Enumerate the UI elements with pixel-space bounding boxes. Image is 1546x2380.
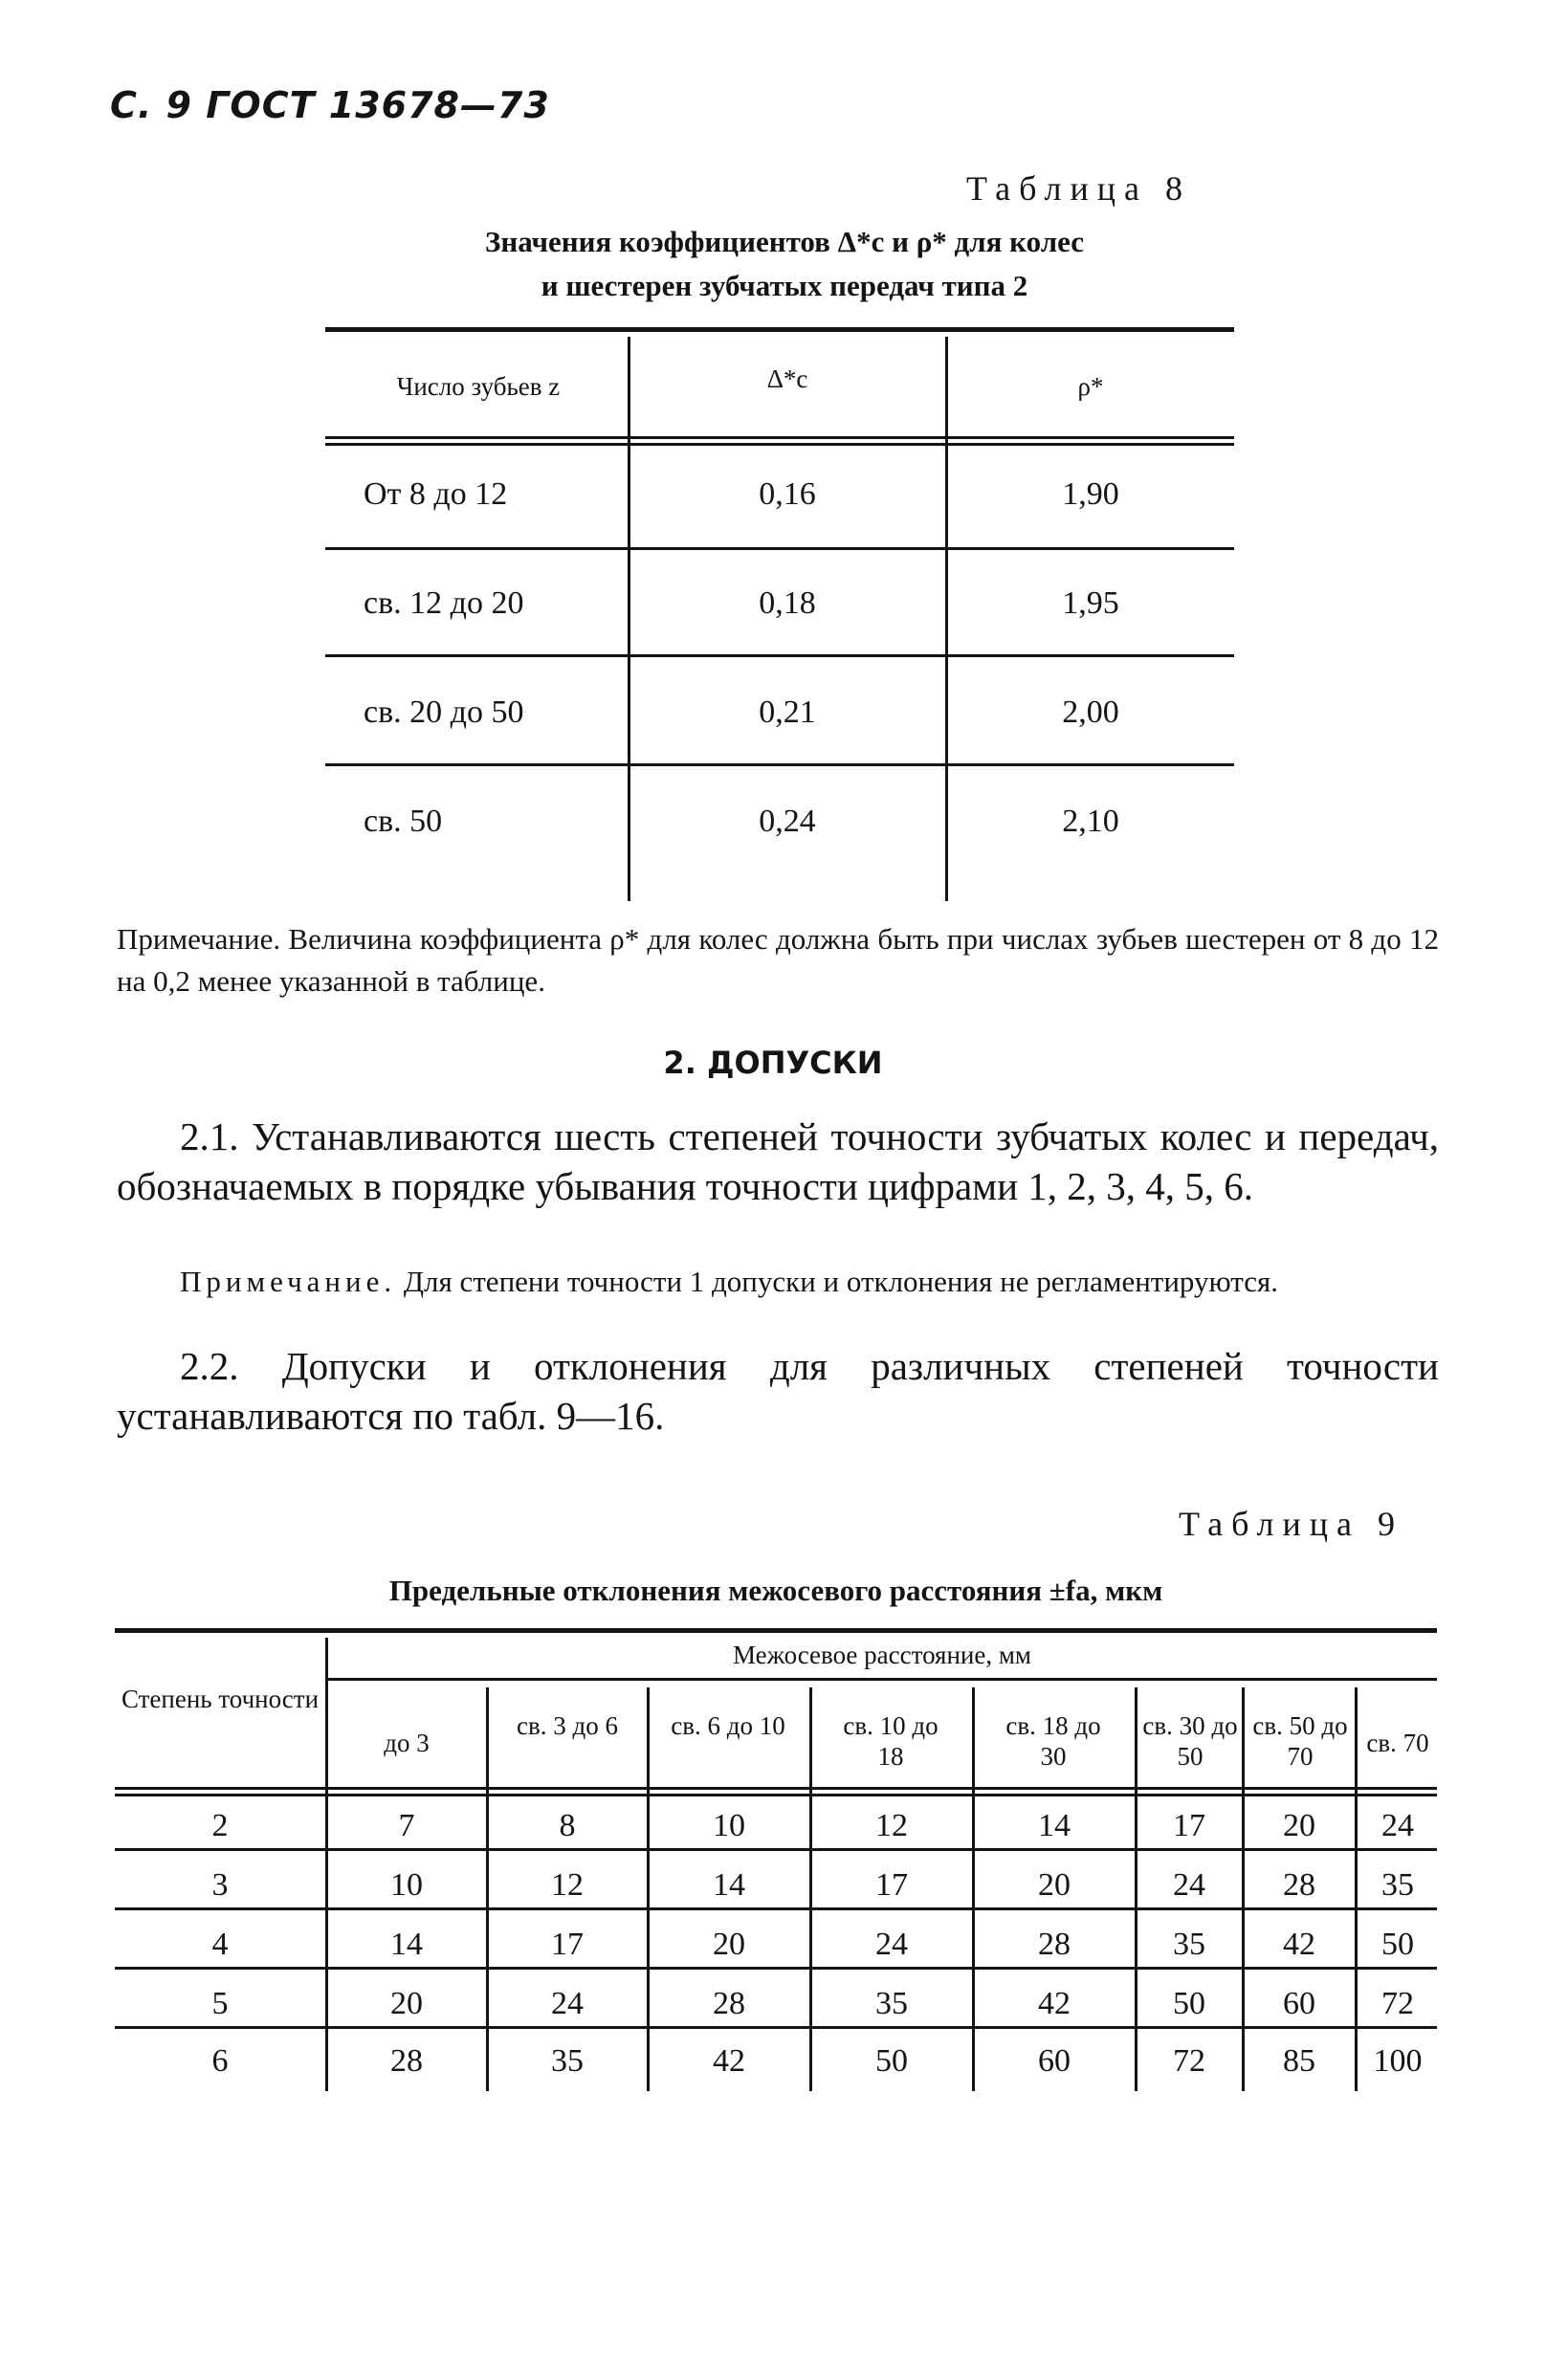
table9-cell: 50 (1381, 1927, 1414, 1962)
table9-row-rule (115, 1907, 1437, 1910)
table9-cell: 12 (551, 1867, 584, 1903)
table9-header-rule (115, 1787, 1437, 1796)
table9-cell: 12 (875, 1808, 908, 1843)
table9-cell: 28 (713, 1986, 745, 2021)
note-text: Для степени точности 1 допуски и отклонения не регламентируются. (403, 1265, 1278, 1298)
table9-cell: 28 (390, 2043, 423, 2079)
table9-grade: 5 (211, 1986, 229, 2021)
table9-cell: 14 (390, 1927, 423, 1962)
table9-cell: 14 (713, 1867, 745, 1903)
table9-cell: 20 (390, 1986, 423, 2021)
table9-col-divider (647, 1687, 650, 2091)
table8-label: Таблица 8 (966, 169, 1191, 208)
paragraph-2-1: 2.1. Устанавливаются шесть степеней точности зубчатых колес и передач, обозначаемых в порядке убывания точности цифрами 1, 2, 3, 4, 5, 6. (117, 1114, 1439, 1208)
table9-col-divider (809, 1687, 812, 2091)
table9-cell: 50 (1173, 1986, 1205, 2021)
table8-cell: 2,00 (1062, 694, 1119, 730)
table8-col-teeth: Число зубьев z (396, 372, 561, 401)
table9-grade: 6 (211, 2043, 229, 2079)
table8-row-rule (325, 547, 1234, 550)
table9-col-header: св. 6 до 10 (671, 1711, 785, 1740)
table9-cell: 17 (1173, 1808, 1205, 1843)
table9-cell: 24 (1173, 1867, 1205, 1903)
table9-col-divider (486, 1687, 489, 2091)
table9-cell: 35 (1381, 1867, 1414, 1903)
table9-col-header: св. 70 (1366, 1729, 1429, 1757)
table8-note: Примечание. Величина коэффициента ρ* для колес должна быть при числах зубьев шестерен от 8 до 12 на 0,2 менее указанной в таблице. (117, 922, 1439, 998)
section-title: 2. ДОПУСКИ (663, 1045, 883, 1081)
table9-cell: 28 (1283, 1867, 1315, 1903)
table9-grade: 4 (211, 1927, 229, 1962)
table9-cell: 24 (551, 1986, 584, 2021)
table9-cell: 24 (1381, 1808, 1414, 1843)
table9-grade: 3 (211, 1867, 229, 1903)
table9-cell: 60 (1038, 2043, 1071, 2079)
table9-col-header: св. 18 до 30 (1005, 1711, 1101, 1771)
table8-row-rule (325, 763, 1234, 766)
table8-header-rule (325, 436, 1234, 446)
table9-cell: 10 (713, 1808, 745, 1843)
table9-caption: Предельные отклонения межосевого расстояния ±fa, мкм (388, 1574, 1163, 1607)
table9-cell: 24 (875, 1927, 908, 1962)
table9-row-rule (115, 1848, 1437, 1851)
table8-cell: 0,16 (759, 476, 816, 512)
table9-cell: 14 (1038, 1808, 1071, 1843)
table9-cell: 35 (875, 1986, 908, 2021)
table9-cell: 10 (390, 1867, 423, 1903)
table8-caption (325, 220, 1244, 308)
table9-cell: 20 (1038, 1867, 1071, 1903)
table9-cell: 85 (1283, 2043, 1315, 2079)
table9-col-divider (325, 1638, 328, 2091)
table8-cell: св. 12 до 20 (364, 585, 524, 621)
table8-top-rule (325, 327, 1234, 332)
table9-cell: 60 (1283, 1986, 1315, 2021)
table8-col-rho: ρ* (1077, 372, 1104, 401)
table9-col-divider (972, 1687, 975, 2091)
table9-cell: 35 (551, 2043, 584, 2079)
table9-cell: 8 (559, 1808, 576, 1843)
note-lead: Примечание. (180, 1265, 397, 1298)
table9-col-header: св. 3 до 6 (517, 1711, 618, 1740)
table8-cell: 2,10 (1062, 804, 1119, 839)
table9-cell: 50 (875, 2043, 908, 2079)
table9-col-header: св. 10 до 18 (843, 1711, 939, 1771)
table9-label: Таблица 9 (1179, 1505, 1403, 1543)
table9-cell: 42 (1283, 1927, 1315, 1962)
paragraph-2-2: 2.2. Допуски и отклонения для различных степеней точности устанавливаются по табл. 9—16. (117, 1344, 1439, 1438)
table9-cell: 17 (875, 1867, 908, 1903)
table9-top-rule (115, 1628, 1437, 1633)
table8-cell: 1,95 (1062, 585, 1119, 621)
table9-col-header: св. 50 до 70 (1252, 1711, 1348, 1771)
table9-cell: 100 (1373, 2043, 1423, 2079)
table8-col-divider (945, 337, 948, 901)
table8-cell: св. 50 (364, 804, 443, 839)
table8-cell: 0,24 (759, 804, 816, 839)
table8-caption-line1: Значения коэффициентов Δ*c и ρ* для колес (485, 225, 1084, 258)
table9-col-header: св. 30 до 50 (1142, 1711, 1238, 1771)
section2-note (117, 1261, 1439, 1303)
table9-cell: 72 (1173, 2043, 1205, 2079)
table8-cell: От 8 до 12 (364, 476, 508, 512)
table9-cell: 35 (1173, 1927, 1205, 1962)
table9-cell: 72 (1381, 1986, 1414, 2021)
table8-row-rule (325, 654, 1234, 657)
table8-caption-line2: и шестерен зубчатых передач типа 2 (541, 269, 1028, 302)
table8-col-delta: Δ*c (766, 364, 808, 393)
table8-cell: 1,90 (1062, 476, 1119, 512)
table9-col-header: до 3 (384, 1729, 430, 1757)
table9-cell: 7 (398, 1808, 415, 1843)
table9-grade: 2 (211, 1808, 229, 1843)
table9-cell: 17 (551, 1927, 584, 1962)
table9-col-divider (1242, 1687, 1245, 2091)
table9-cell: 42 (713, 2043, 745, 2079)
table8-cell: 0,21 (759, 694, 816, 730)
running-header: С. 9 ГОСТ 13678—73 (110, 84, 550, 126)
table8-col-divider (628, 337, 630, 901)
table9-cell: 20 (1283, 1808, 1315, 1843)
table8-cell: 0,18 (759, 585, 816, 621)
table9-group-rule (327, 1678, 1437, 1681)
table8-cell: св. 20 до 50 (364, 694, 524, 730)
table9-row-rule (115, 2026, 1437, 2029)
table9-col-divider (1135, 1687, 1137, 2091)
table9-row-rule (115, 1967, 1437, 1970)
table9-col-divider (1355, 1687, 1358, 2091)
table9-cell: 42 (1038, 1986, 1071, 2021)
table9-cell: 20 (713, 1927, 745, 1962)
table9-row-header: Степень точности (121, 1685, 320, 1713)
table9-cell: 28 (1038, 1927, 1071, 1962)
table9-group-header: Межосевое расстояние, мм (732, 1641, 1032, 1669)
